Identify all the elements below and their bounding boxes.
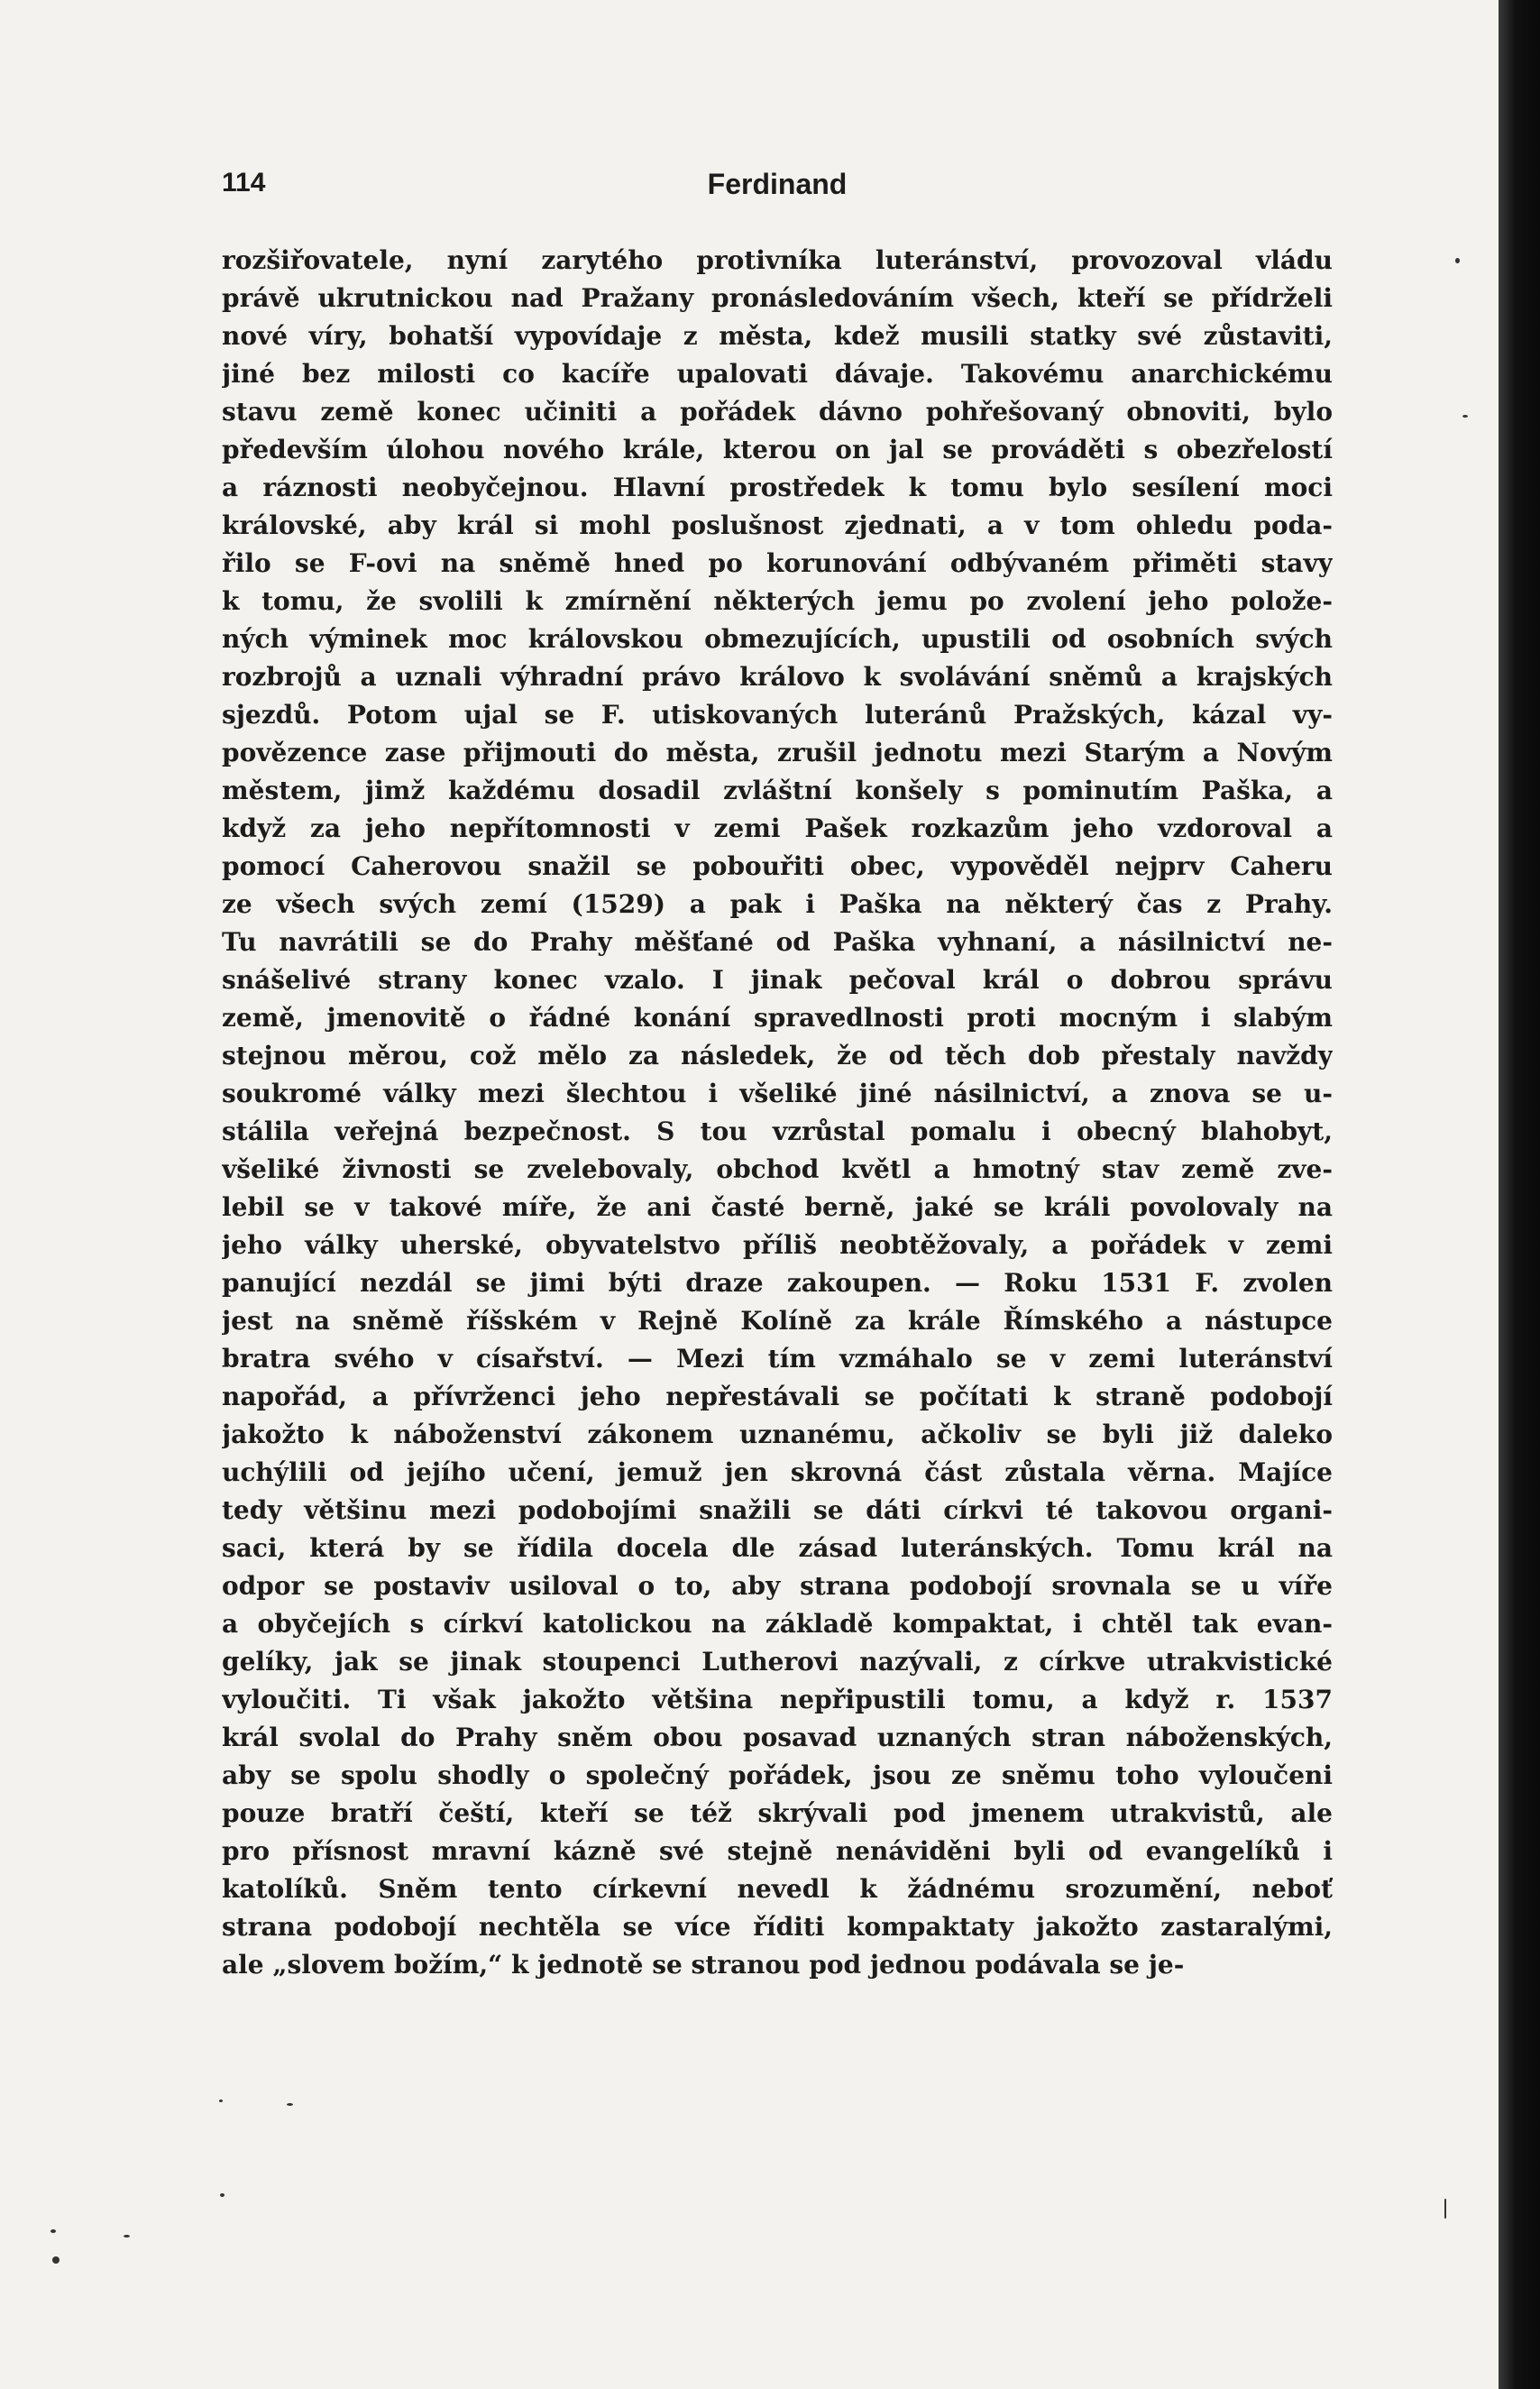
text-line: rozšiřovatele, nyní zarytého protivníka luteránství, provozoval vládu bbox=[222, 245, 1333, 275]
scan-speck bbox=[124, 2235, 130, 2237]
text-line: aby se spolu shodly o společný pořádek, jsou ze sněmu toho vyloučeni bbox=[222, 1760, 1333, 1790]
text-line: soukromé války mezi šlechtou i všeliké jiné násilnictví, a znova se u- bbox=[222, 1079, 1333, 1108]
text-line: saci, která by se řídila docela dle zásad luteránských. Tomu král na bbox=[222, 1533, 1333, 1563]
scan-speck bbox=[1444, 2199, 1446, 2219]
text-line: ných výminek moc královskou obmezujících, upustili od osobních svých bbox=[222, 624, 1333, 654]
text-line: tedy většinu mezi podobojími snažili se dáti církvi té takovou organi- bbox=[222, 1495, 1333, 1525]
scan-speck bbox=[219, 2100, 223, 2102]
text-line: když za jeho nepřítomnosti v zemi Pašek rozkazům jeho vzdoroval a bbox=[222, 813, 1333, 843]
text-line: gelíky, jak se jinak stoupenci Lutherovi nazývali, z církve utrakvistické bbox=[222, 1647, 1333, 1677]
text-line: katolíků. Sněm tento církevní nevedl k žádnému srozumění, neboť bbox=[222, 1874, 1333, 1904]
text-line: a obyčejích s církví katolickou na základě kompaktat, i chtěl tak evan- bbox=[222, 1609, 1333, 1639]
text-line: uchýlili od jejího učení, jemuž jen skrovná část zůstala věrna. Majíce bbox=[222, 1457, 1333, 1487]
running-head bbox=[222, 168, 1333, 204]
text-line: vyloučiti. Ti však jakožto většina nepřipustili tomu, a když r. 1537 bbox=[222, 1685, 1333, 1714]
text-line: jest na sněmě říšském v Rejně Kolíně za krále Římského a nástupce bbox=[222, 1306, 1333, 1336]
text-line: pomocí Caherovou snažil se pobouřiti obec, vypověděl nejprv Caheru bbox=[222, 851, 1333, 881]
text-line: král svolal do Prahy sněm obou posavad uznaných stran náboženských, bbox=[222, 1723, 1333, 1752]
text-line: snášelivé strany konec vzalo. I jinak pečoval král o dobrou správu bbox=[222, 965, 1333, 995]
scan-speck bbox=[220, 2193, 225, 2197]
text-line: právě ukrutnickou nad Pražany pronásledováním všech, kteří se přídrželi bbox=[222, 283, 1333, 313]
text-line: sjezdů. Potom ujal se F. utiskovaných luteránů Pražských, kázal vy- bbox=[222, 700, 1333, 730]
scan-speck bbox=[1462, 415, 1468, 418]
page-number: 114 bbox=[222, 168, 266, 198]
text-line: strana podobojí nechtěla se více říditi kompaktaty jakožto zastaralými, bbox=[222, 1912, 1333, 1942]
text-line: především úlohou nového krále, kterou on jal se prováděti s obezřelostí bbox=[222, 435, 1333, 464]
text-line: ale „slovem božím,“ k jednotě se stranou pod jednou podávala se je- bbox=[222, 1950, 1185, 1980]
text-line: země, jmenovitě o řádné konání spravedlnosti proti mocným i slabým bbox=[222, 1003, 1333, 1033]
text-line: bratra svého v císařství. — Mezi tím vzmáhalo se v zemi luteránství bbox=[222, 1344, 1333, 1374]
text-line: ze všech svých zemí (1529) a pak i Paška na některý čas z Prahy. bbox=[222, 889, 1333, 919]
page-edge-shadow bbox=[1499, 0, 1540, 2389]
text-line: městem, jimž každému dosadil zvláštní konšely s pominutím Paška, a bbox=[222, 776, 1333, 805]
text-line: pro přísnost mravní kázně své stejně nenáviděni byli od evangelíků i bbox=[222, 1836, 1333, 1866]
text-line: pouze bratří čeští, kteří se též skrývali pod jmenem utrakvistů, ale bbox=[222, 1798, 1333, 1828]
text-line: řilo se F-ovi na sněmě hned po korunování odbývaném přiměti stavy bbox=[222, 548, 1333, 578]
text-line: jeho války uherské, obyvatelstvo příliš neobtěžovaly, a pořádek v zemi bbox=[222, 1230, 1333, 1260]
text-line: panující nezdál se jimi býti draze zakoupen. — Roku 1531 F. zvolen bbox=[222, 1268, 1333, 1298]
scan-speck bbox=[1455, 258, 1460, 263]
text-line: nové víry, bohatší vypovídaje z města, kdež musili statky své zůstaviti, bbox=[222, 321, 1333, 351]
running-title: Ferdinand bbox=[707, 168, 848, 200]
text-line: povězence zase přijmouti do města, zrušil jednotu mezi Starým a Novým bbox=[222, 738, 1333, 767]
scan-speck bbox=[287, 2103, 293, 2106]
text-line: jiné bez milosti co kacíře upalovati dávaje. Takovému anarchickému bbox=[222, 359, 1333, 389]
text-line: a ráznosti neobyčejnou. Hlavní prostředek k tomu bylo sesílení moci bbox=[222, 473, 1333, 502]
scan-speck bbox=[52, 2256, 60, 2264]
text-line: napořád, a přívrženci jeho nepřestávali se počítati k straně podobojí bbox=[222, 1382, 1333, 1411]
text-line: všeliké živnosti se zvelebovaly, obchod květl a hmotný stav země zve- bbox=[222, 1154, 1333, 1184]
text-line: odpor se postaviv usiloval o to, aby strana podobojí srovnala se u víře bbox=[222, 1571, 1333, 1601]
text-line: stejnou měrou, což mělo za následek, že od těch dob přestaly navždy bbox=[222, 1041, 1333, 1070]
text-line: lebil se v takové míře, že ani časté berně, jaké se králi povolovaly na bbox=[222, 1192, 1333, 1222]
body-text bbox=[222, 242, 1333, 1984]
text-line: rozbrojů a uznali výhradní právo královo k svolávání sněmů a krajských bbox=[222, 662, 1333, 692]
text-line: Tu navrátili se do Prahy měšťané od Paška vyhnaní, a násilnictví ne- bbox=[222, 927, 1333, 957]
text-line: jakožto k náboženství zákonem uznanému, ačkoliv se byli již daleko bbox=[222, 1420, 1333, 1449]
text-line: stálila veřejná bezpečnost. S tou vzrůstal pomalu i obecný blahobyt, bbox=[222, 1116, 1333, 1146]
text-line: královské, aby král si mohl poslušnost zjednati, a v tom ohledu poda- bbox=[222, 510, 1333, 540]
text-line: k tomu, že svolili k zmírnění některých jemu po zvolení jeho polože- bbox=[222, 586, 1333, 616]
scan-speck bbox=[50, 2229, 56, 2233]
text-line: stavu země konec učiniti a pořádek dávno pohřešovaný obnoviti, bylo bbox=[222, 397, 1333, 427]
